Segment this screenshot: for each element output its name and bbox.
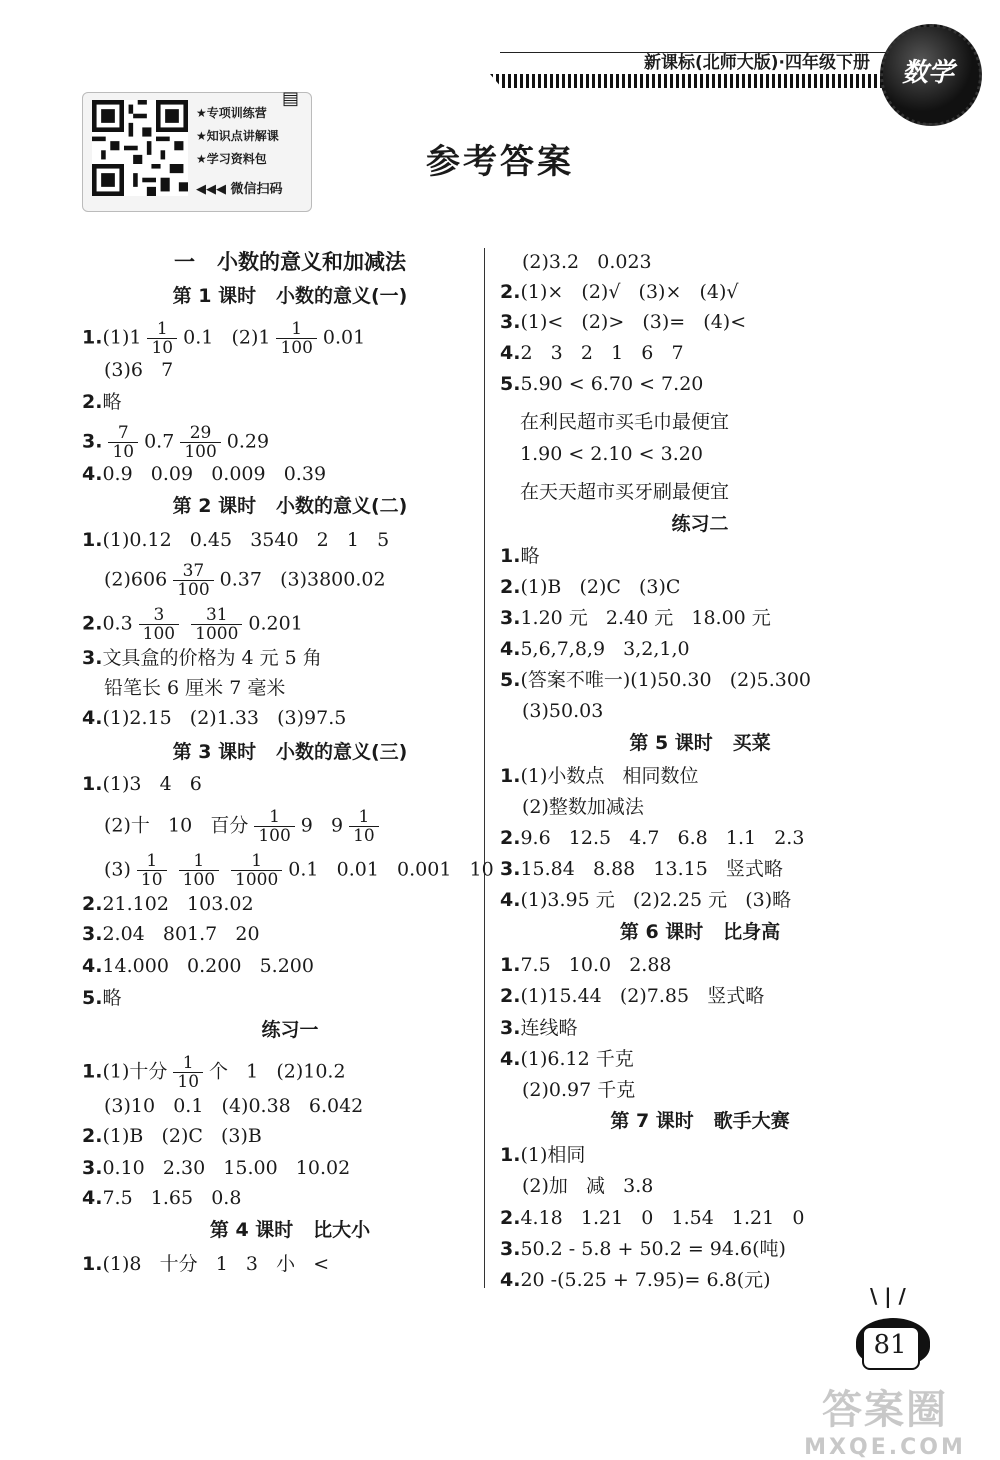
fraction: $\frac{7}{10}$ <box>110 424 136 461</box>
answer-line: 3.2.04 801.7 20 <box>82 923 260 945</box>
answer-line: 4.7.5 1.65 0.8 <box>82 1187 242 1209</box>
answer-line: 5.5.90 < 6.70 < 7.20 <box>500 373 704 395</box>
answer-line: 4.2 3 2 1 6 7 <box>500 342 684 364</box>
qr-feature-item: ★专项训练营 <box>196 106 267 120</box>
lesson-heading: 第 7 课时 歌手大赛 <box>610 1110 790 1132</box>
fraction: $\frac{37}{100}$ <box>175 562 211 599</box>
answer-line: 3.1.20 元 2.40 元 18.00 元 <box>500 607 771 629</box>
wechat-scan-label: ◀◀◀ 微信扫码 <box>196 182 283 197</box>
answer-line: 1.(1)十分 $\frac{1}{10}$ 个 1 (2)10.2 <box>82 1053 346 1092</box>
fraction: $\frac{1}{10}$ <box>175 1054 201 1091</box>
answer-line: (2)十 10 百分 $\frac{1}{100}$ 9 9 $\frac{1}{10}$ <box>104 808 385 845</box>
qr-feature-item: ★学习资料包 <box>196 152 267 166</box>
answer-line: (2)加 减 3.8 <box>522 1175 654 1197</box>
answer-line: (2)3.2 0.023 <box>522 251 652 273</box>
answer-line: 4.(1)3.95 元 (2)2.25 元 (3)略 <box>500 889 792 911</box>
lesson-heading: 第 4 课时 比大小 <box>209 1219 371 1241</box>
watermark <box>780 1378 990 1460</box>
answer-line: 5.略 <box>82 987 122 1009</box>
answer-line: (2)0.97 千克 <box>522 1079 636 1101</box>
answer-line: 1.(1)相同 <box>500 1144 586 1166</box>
fraction: $\frac{1}{10}$ <box>149 320 175 357</box>
answer-line: (3)6 7 <box>104 359 174 381</box>
answer-line: 3.15.84 8.88 13.15 竖式略 <box>500 858 783 880</box>
answer-line: 4.14.000 0.200 5.200 <box>82 955 314 977</box>
answer-line: 5.(答案不唯一)(1)50.30 (2)5.300 <box>500 669 812 691</box>
answer-line: 1.(1)1 $\frac{1}{10}$ 0.1 (2)1 $\frac{1}{100}$ 0.01 <box>82 319 366 358</box>
answer-line: 2.(1)15.44 (2)7.85 竖式略 <box>500 985 765 1007</box>
answer-line: 2.(1)B (2)C (3)B <box>82 1125 262 1147</box>
answer-line: 2.(1)B (2)C (3)C <box>500 576 681 598</box>
fraction: $\frac{1}{1000}$ <box>233 852 280 889</box>
fraction: $\frac{3}{100}$ <box>141 606 177 643</box>
answer-line: 1.(1)8 十分 1 3 小 < <box>82 1253 330 1275</box>
answer-line: 1.7.5 10.0 2.88 <box>500 954 672 976</box>
answer-line: 1.略 <box>500 545 540 567</box>
answer-line: 3. $\frac{7}{10}$ 0.7 $\frac{29}{100}$ 0.29 <box>82 423 270 462</box>
answer-line: 4.5,6,7,8,9 3,2,1,0 <box>500 638 690 660</box>
answer-line: 1.90 < 2.10 < 3.20 <box>520 443 703 465</box>
fraction: $\frac{1}{100}$ <box>256 808 292 845</box>
book-icon: ▤ <box>282 88 300 109</box>
answer-line: 在利民超市买毛巾最便宜 <box>520 411 730 433</box>
exercise-heading: 练习二 <box>671 513 729 535</box>
header-ribbon-decoration <box>490 74 890 88</box>
fraction: $\frac{29}{100}$ <box>182 424 218 461</box>
answer-line: 4.(1)6.12 千克 <box>500 1048 634 1070</box>
fraction: $\frac{1}{10}$ <box>139 852 165 889</box>
fraction: $\frac{1}{100}$ <box>278 320 314 357</box>
lesson-heading: 第 3 课时 小数的意义(三) <box>172 741 408 763</box>
answer-line: 铅笔长 6 厘米 7 毫米 <box>104 677 286 699</box>
answer-line: 2.21.102 103.02 <box>82 893 254 915</box>
lesson-heading: 第 2 课时 小数的意义(二) <box>172 495 408 517</box>
watermark-logo: 答案圈 <box>822 1387 948 1433</box>
answer-line: 2.0.3 $\frac{3}{100}$ $\frac{31}{1000}$ 0.201 <box>82 605 303 644</box>
answer-line: 在天天超市买牙刷最便宜 <box>520 481 730 503</box>
fraction: $\frac{31}{1000}$ <box>193 606 240 643</box>
fraction: $\frac{1}{10}$ <box>351 808 377 845</box>
answer-line: 2.4.18 1.21 0 1.54 1.21 0 <box>500 1207 805 1229</box>
answer-line: 1.(1)0.12 0.45 3540 2 1 5 <box>82 529 390 551</box>
answer-line: (2)整数加减法 <box>522 796 644 818</box>
answer-line: 1.(1)小数点 相同数位 <box>500 765 699 787</box>
answer-line: 3.文具盒的价格为 4 元 5 角 <box>82 647 322 669</box>
subject-badge-label: 数学 <box>901 58 954 88</box>
qr-feature-item: ★知识点讲解课 <box>196 129 279 143</box>
column-divider <box>484 248 485 1288</box>
answer-line: (3)10 0.1 (4)0.38 6.042 <box>104 1095 364 1117</box>
lesson-heading: 第 5 课时 买菜 <box>629 732 771 754</box>
answer-line: 4.20 -(5.25 + 7.95)= 6.8(元) <box>500 1269 771 1291</box>
answer-line: 4.(1)2.15 (2)1.33 (3)97.5 <box>82 707 347 729</box>
answer-line: 3.0.10 2.30 15.00 10.02 <box>82 1157 351 1179</box>
answer-line: 3.连线略 <box>500 1017 578 1039</box>
fraction: $\frac{1}{100}$ <box>181 852 217 889</box>
answer-line: (3) $\frac{1}{10}$ $\frac{1}{100}$ $\frac{1}{1000}$ 0.1 0.01 0.001 10 <box>104 851 494 890</box>
answer-line: 2.9.6 12.5 4.7 6.8 1.1 2.3 <box>500 827 805 849</box>
answer-line: 2.(1)× (2)√ (3)× (4)√ <box>500 281 739 303</box>
exercise-heading: 练习一 <box>261 1019 319 1041</box>
answer-line: (2)606 $\frac{37}{100}$ 0.37 (3)3800.02 <box>104 561 386 600</box>
answer-line: 1.(1)3 4 6 <box>82 773 202 795</box>
lesson-heading: 第 6 课时 比身高 <box>619 921 781 943</box>
unit-title: 一 小数的意义和加减法 <box>174 250 406 274</box>
answer-line: 3.(1)< (2)> (3)= (4)< <box>500 311 747 333</box>
answer-line: (3)50.03 <box>522 700 604 722</box>
lesson-heading: 第 1 课时 小数的意义(一) <box>172 285 408 307</box>
answer-line: 3.50.2 - 5.8 + 50.2 = 94.6(吨) <box>500 1238 786 1260</box>
page-title: 参考答案 <box>426 142 574 182</box>
page-number: 81 <box>873 1330 907 1360</box>
rays-icon: \ | / <box>870 1284 906 1308</box>
answer-line: 2.略 <box>82 391 122 413</box>
answer-line: 4.0.9 0.09 0.009 0.39 <box>82 463 327 485</box>
header-series: 新课标(北师大版)·四年级下册 <box>500 52 890 78</box>
watermark-url: MXQE.COM <box>804 1435 966 1460</box>
